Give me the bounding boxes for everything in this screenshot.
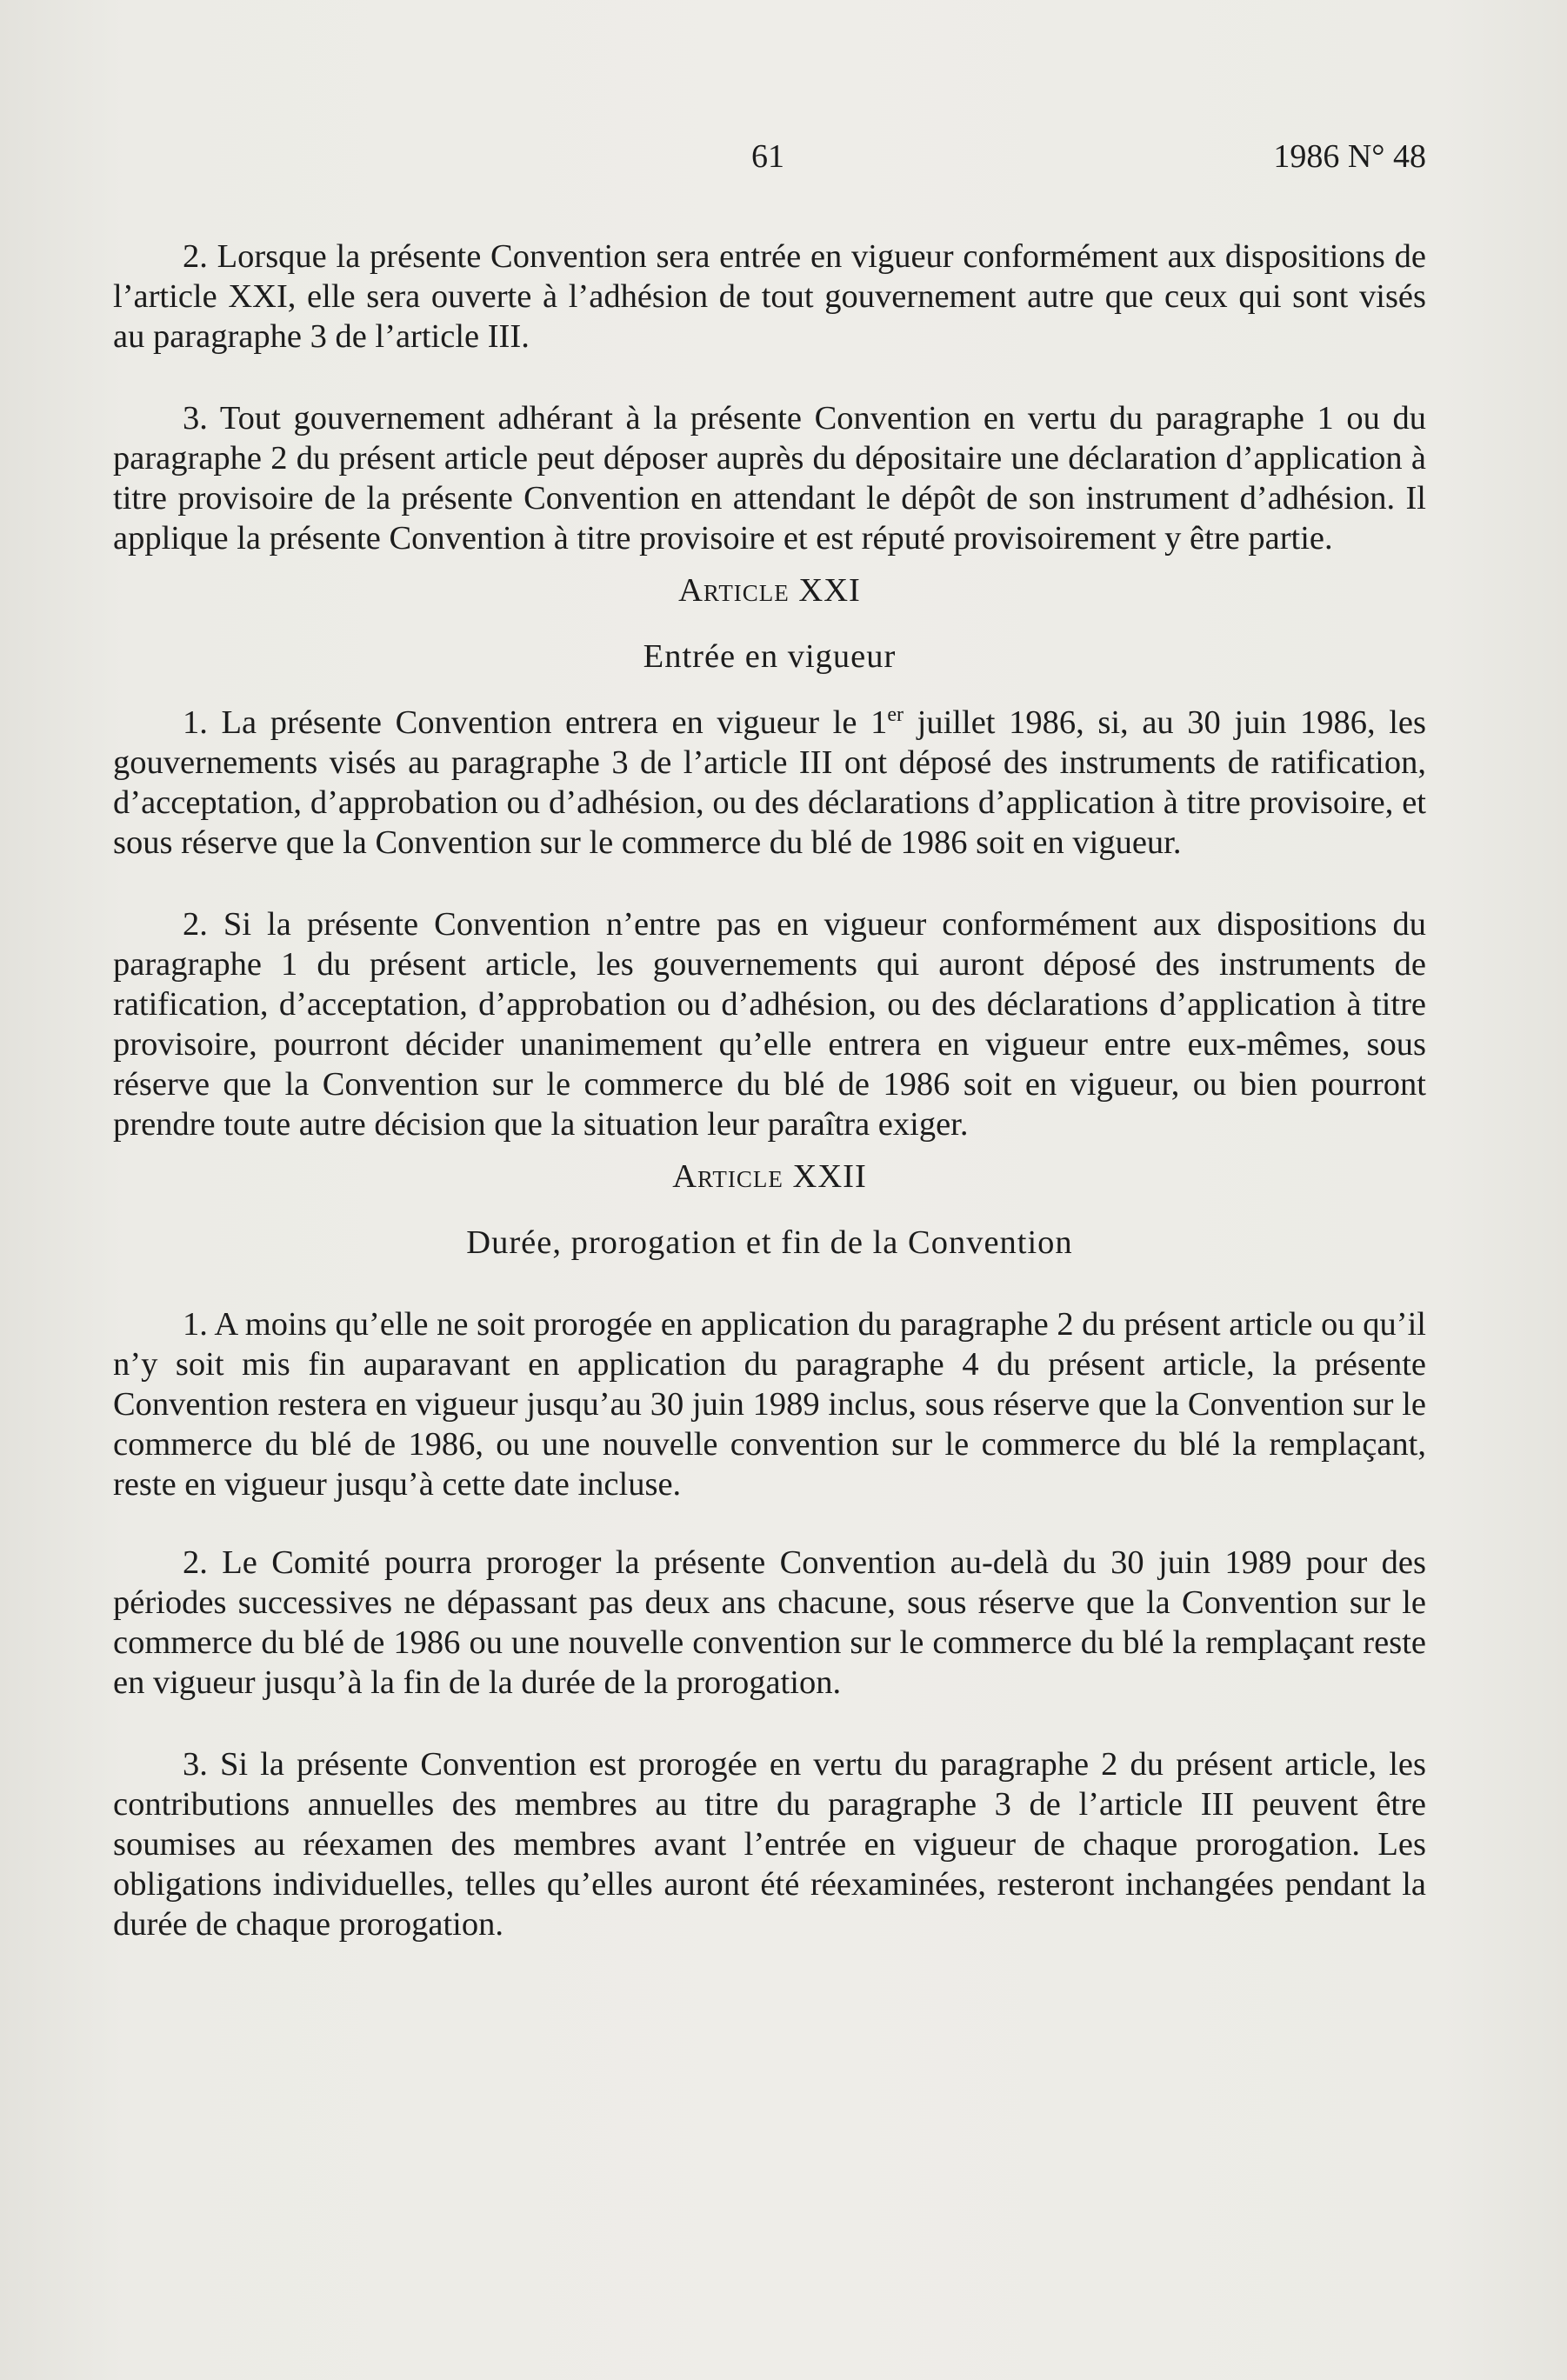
page-number: 61 <box>751 138 784 175</box>
article-xxi-heading: Article XXI <box>678 572 861 609</box>
superscript-er: er <box>887 703 904 726</box>
article-xxi-paragraph-2: 2. Si la présente Convention n’entre pas en vigueur conformément aux dispositions du paragraphe 1 du présent article, les gouvernements qui auront déposé des instruments de ratification, d’acceptation, d’approbation ou d’adhésion, ou des déclarations d’application à titre provisoire, pourront décider unanimement qu’elle entrera en vigueur entre eux-mêmes, sous réserve que la Convention sur le commerce du blé de 1986 soit en vigueur, ou bien pourront prendre toute autre décision que la situation leur paraîtra exiger. <box>113 906 1426 1143</box>
article-xxii-heading: Article XXII <box>672 1158 867 1195</box>
paragraph-3-provisional-application: 3. Tout gouvernement adhérant à la présente Convention en vertu du paragraphe 1 ou du paragraphe 2 du présent article peut déposer auprès du dépositaire une déclaration d’application à titre provisoire de la présente Convention en attendant le dépôt de son instrument d’adhésion. Il applique la présente Convention à titre provisoire et est réputé provisoirement y être partie. <box>113 400 1426 557</box>
page-header <box>113 137 1426 181</box>
document-reference: 1986 N° 48 <box>1273 138 1426 175</box>
paragraph-2-accession: 2. Lorsque la présente Convention sera entrée en vigueur conformément aux dispositions de l’article XXI, elle sera ouverte à l’adhésion de tout gouvernement autre que ceux qui sont visés au paragraphe 3 de l’article III. <box>113 238 1426 355</box>
article-xxii-title: Durée, prorogation et fin de la Convention <box>466 1224 1073 1261</box>
article-xxi-paragraph-1 <box>113 703 1426 863</box>
article-xxii-paragraph-3: 3. Si la présente Convention est prorogée en vertu du paragraphe 2 du présent article, les contributions annuelles des membres au titre du paragraphe 3 de l’article III peuvent être soumises au réexamen des membres avant l’entrée en vigueur de chaque prorogation. Les obligations individuelles, telles qu’elles auront été réexaminées, resteront inchangées pendant la durée de chaque prorogation. <box>113 1746 1426 1943</box>
article-xxii-paragraph-1: 1. A moins qu’elle ne soit prorogée en application du paragraphe 2 du présent article ou qu’il n’y soit mis fin auparavant en application du paragraphe 4 du présent article, la présente Convention restera en vigueur jusqu’au 30 juin 1989 inclus, sous réserve que la Convention sur le commerce du blé de 1986, ou une nouvelle convention sur le commerce du blé la remplaçant, reste en vigueur jusqu’à cette date incluse. <box>113 1306 1426 1503</box>
article-xxi-paragraph-1-end: juillet 1986, si, au 30 juin 1986, les gouvernements visés au paragraphe 3 de l’article III ont déposé des instruments de ratification, d’acceptation, d’approbation ou d’adhésion, ou des déclarations d’application à titre provisoire, et sous réserve que la Convention sur le commerce du blé de 1986 soit en vigueur. <box>113 704 1426 861</box>
article-xxi-title: Entrée en vigueur <box>643 638 897 675</box>
article-xxii-paragraph-2: 2. Le Comité pourra proroger la présente Convention au-delà du 30 juin 1989 pour des périodes successives ne dépassant pas deux ans chacune, sous réserve que la Convention sur le commerce du blé de 1986 ou une nouvelle convention sur le commerce du blé la remplaçant reste en vigueur jusqu’à la fin de la durée de la prorogation. <box>113 1544 1426 1701</box>
article-xxi-paragraph-1-start: 1. La présente Convention entrera en vigueur le 1 <box>183 704 888 741</box>
document-body <box>113 237 1426 1944</box>
